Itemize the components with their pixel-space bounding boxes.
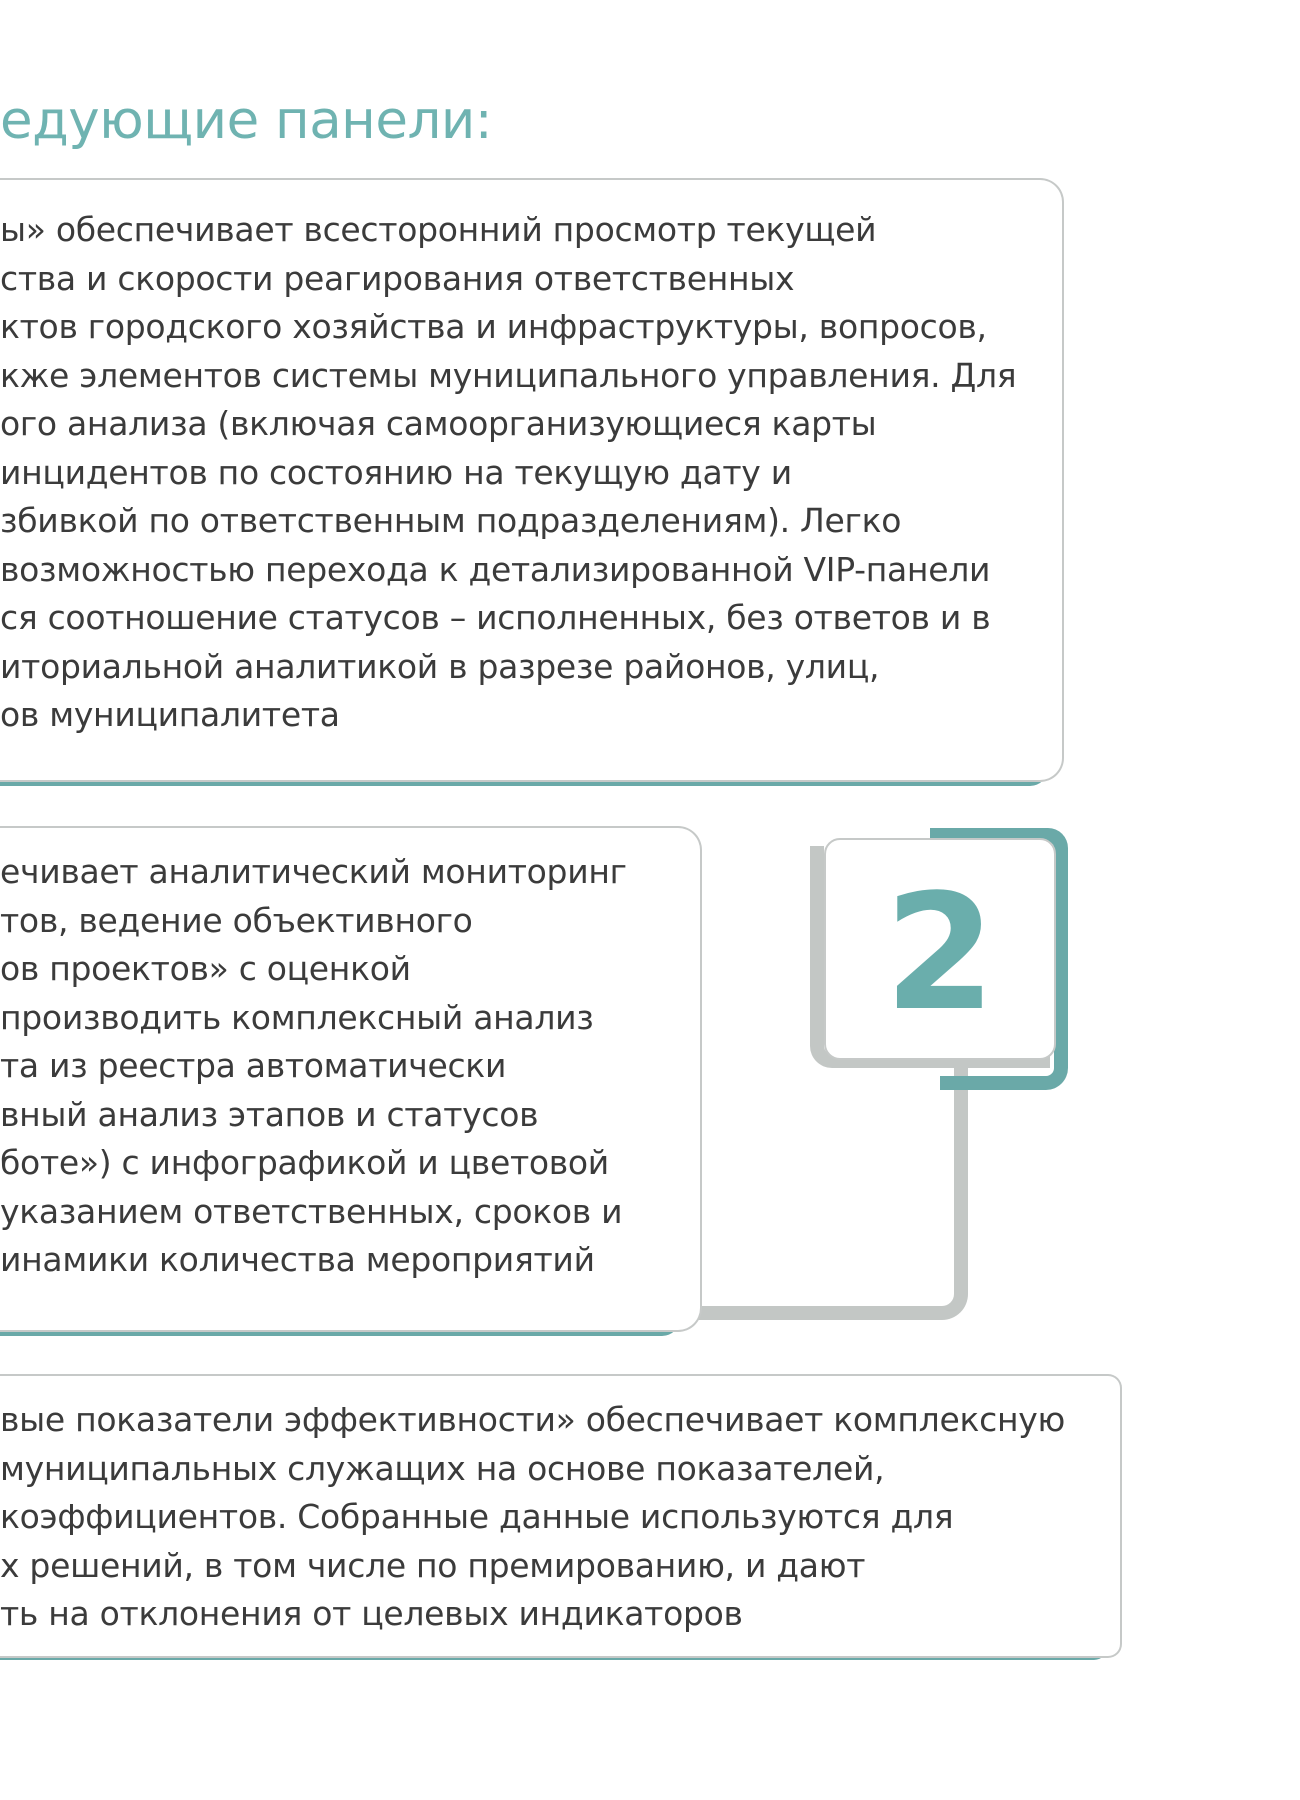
panel-1-line: ы» обеспечивает всесторонний просмотр текущей: [0, 210, 877, 249]
panel-1-line: иториальной аналитикой в разрезе районов, улиц,: [0, 646, 880, 686]
panel-1-line: инцидентов по состоянию на текущую дату и: [0, 452, 792, 492]
panel-2-line: тов, ведение объективного: [0, 900, 473, 940]
panel-2-badge-number: 2: [884, 859, 996, 1046]
panel-2-connector: [660, 1060, 968, 1320]
panel-3-line: коэффициентов. Собранные данные используются для: [0, 1497, 954, 1536]
panel-1-text: [0, 206, 1016, 740]
panel-1-line: кже элементов системы муниципального управления. Для: [0, 355, 1017, 395]
panel-2-line: ечивает аналитический мониторинг: [0, 852, 627, 891]
panel-1-line: збивкой по ответственным подразделениям). Легко: [0, 501, 902, 540]
panel-1-line: ся соотношение статусов – исполненных, без ответов и в: [0, 598, 991, 637]
panel-3-line: ть на отклонения от целевых индикаторов: [0, 1594, 743, 1633]
panel-1-line: возможностью перехода к детализированной VIP-панели: [0, 549, 991, 589]
panel-3-card: [0, 1374, 1122, 1658]
panel-3-text: [0, 1396, 1065, 1639]
panel-1-line: ов муниципалитета: [0, 695, 340, 734]
panel-3-line: муниципальных служащих на основе показателей,: [0, 1448, 885, 1488]
panel-3-line: вые показатели эффективности» обеспечивает комплексную: [0, 1400, 1065, 1439]
panel-2-text: [0, 848, 627, 1285]
panel-1-line: ства и скорости реагирования ответственных: [0, 258, 795, 298]
panel-2-badge: [824, 838, 1056, 1060]
panel-1-line: ктов городского хозяйства и инфраструктуры, вопросов,: [0, 307, 987, 346]
panel-1-card: [0, 178, 1064, 782]
panel-2-line: та из реестра автоматически: [0, 1046, 507, 1085]
panel-2-line: инамики количества мероприятий: [0, 1240, 595, 1279]
panel-2-card: [0, 826, 702, 1332]
panel-2-line: вный анализ этапов и статусов: [0, 1094, 539, 1134]
panel-2-line: указанием ответственных, сроков и: [0, 1191, 623, 1231]
section-heading: едующие панели:: [0, 90, 493, 151]
panel-2-line: производить комплексный анализ: [0, 997, 594, 1037]
panel-1-line: ого анализа (включая самоорганизующиеся карты: [0, 404, 877, 443]
panel-3-line: х решений, в том числе по премированию, и дают: [0, 1545, 866, 1585]
panel-2-line: ов проектов» с оценкой: [0, 949, 411, 988]
panel-2-line: боте») с инфографикой и цветовой: [0, 1143, 609, 1182]
